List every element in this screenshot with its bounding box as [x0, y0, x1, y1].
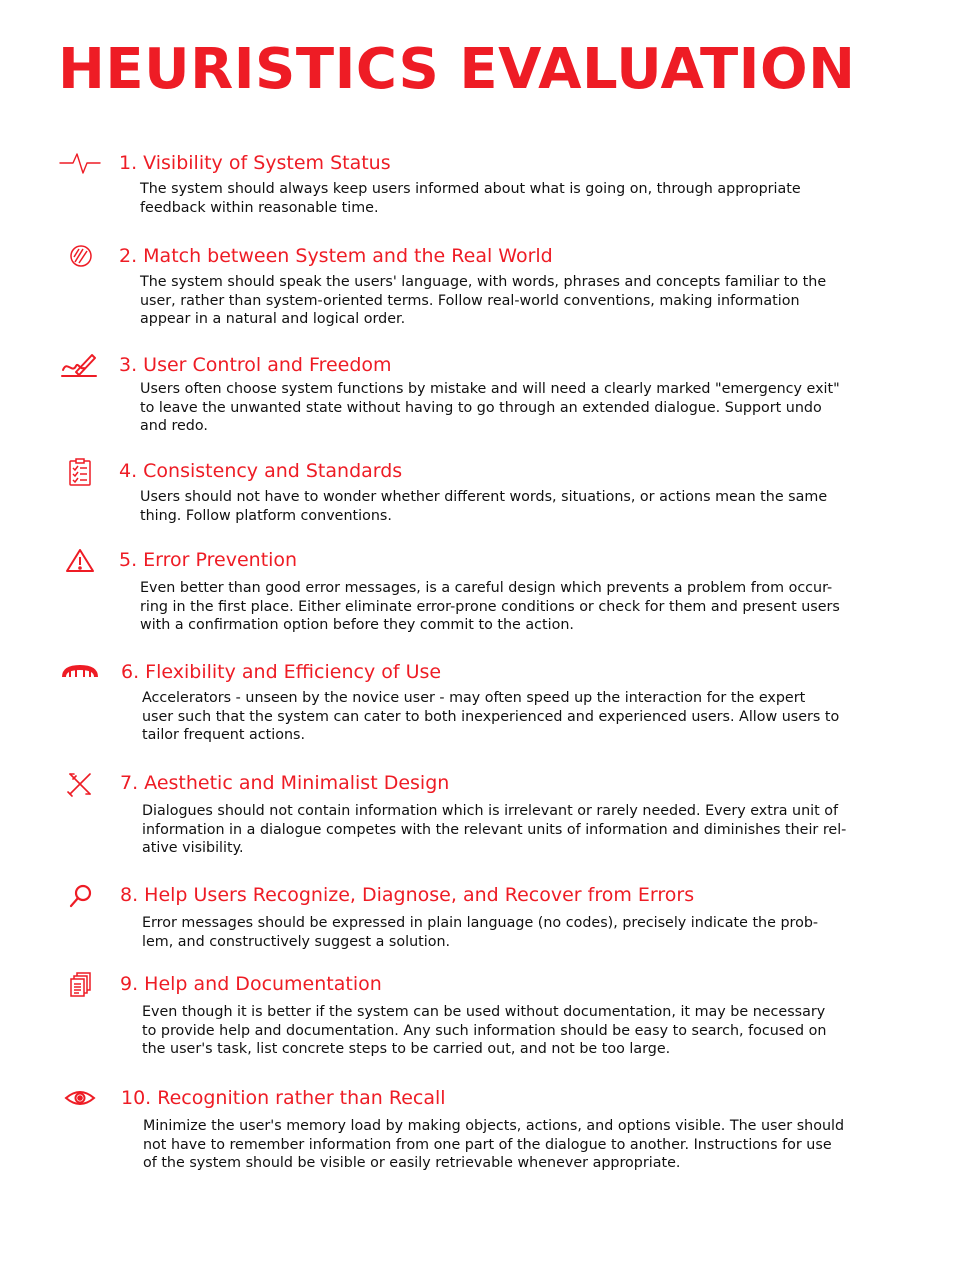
- heuristic-description: The system should speak the users' language, with words, phrases and concepts familiar to the user, rather than system-oriented terms. Follow real-world conventions, making information appear in a natural and logical order.: [140, 274, 827, 327]
- heuristic-heading: 10. Recognition rather than Recall: [121, 1087, 446, 1109]
- eye-icon: [58, 1085, 102, 1115]
- magnifier-icon: [58, 882, 102, 912]
- heuristic-description: Users often choose system functions by mistake and will need a clearly marked "emergency exit" to leave the unwanted state without having to go through an extended dialogue. Support undo and redo.: [140, 381, 840, 434]
- checklist-icon: [58, 458, 102, 488]
- heuristic-heading: 3. User Control and Freedom: [119, 354, 392, 376]
- heuristic-heading: 5. Error Prevention: [119, 549, 298, 571]
- heuristic-heading: 9. Help and Documentation: [120, 973, 382, 995]
- heuristic-heading: 7. Aesthetic and Minimalist Design: [120, 772, 450, 794]
- heuristic-description: Even better than good error messages, is a careful design which prevents a problem from occur- ring in the first place. Either eliminate error-prone conditions or check for them and present users with a confirmation option before they commit to the action.: [140, 580, 840, 633]
- design-tools-icon: [58, 770, 102, 800]
- heuristic-heading: 4. Consistency and Standards: [119, 460, 403, 482]
- heuristic-description: Even though it is better if the system can be used without documentation, it may be necessary to provide help and documentation. Any such information should be easy to search, focused on the user's task, list concrete steps to be carried out, and not be too large.: [142, 1004, 827, 1057]
- globe-icon: [58, 243, 102, 273]
- heuristic-heading: 6. Flexibility and Efficiency of Use: [121, 661, 442, 683]
- page-title: HEURISTICS EVALUATION: [58, 37, 856, 102]
- heuristic-heading: 8. Help Users Recognize, Diagnose, and Recover from Errors: [120, 884, 695, 906]
- bridge-icon: [58, 659, 102, 689]
- heuristic-description: Accelerators - unseen by the novice user - may often speed up the interaction for the expert user such that the system can cater to both inexperienced and experienced users. Allow users to tailor frequent actions.: [142, 690, 840, 743]
- documents-icon: [58, 971, 102, 1001]
- heuristic-heading: 2. Match between System and the Real World: [119, 245, 553, 267]
- heuristic-description: The system should always keep users informed about what is going on, through appropriate feedback within reasonable time.: [140, 181, 801, 216]
- pulse-icon: [58, 150, 102, 180]
- pen-signature-icon: [58, 352, 102, 382]
- heuristic-description: Users should not have to wonder whether different words, situations, or actions mean the same thing. Follow platform conventions.: [140, 489, 828, 524]
- heuristic-description: Minimize the user's memory load by making objects, actions, and options visible. The user should not have to remember information from one part of the dialogue to another. Instructions for use of the system should be visible or easily retrievable whenever appropriate.: [143, 1118, 845, 1171]
- warning-triangle-icon: [58, 547, 102, 577]
- heuristic-description: Dialogues should not contain information which is irrelevant or rarely needed. Every extra unit of information in a dialogue competes with the relevant units of information and diminishes their rel- ative visibility.: [142, 803, 847, 856]
- heuristic-description: Error messages should be expressed in plain language (no codes), precisely indicate the prob- lem, and constructively suggest a solution.: [142, 915, 819, 950]
- heuristic-heading: 1. Visibility of System Status: [119, 152, 391, 174]
